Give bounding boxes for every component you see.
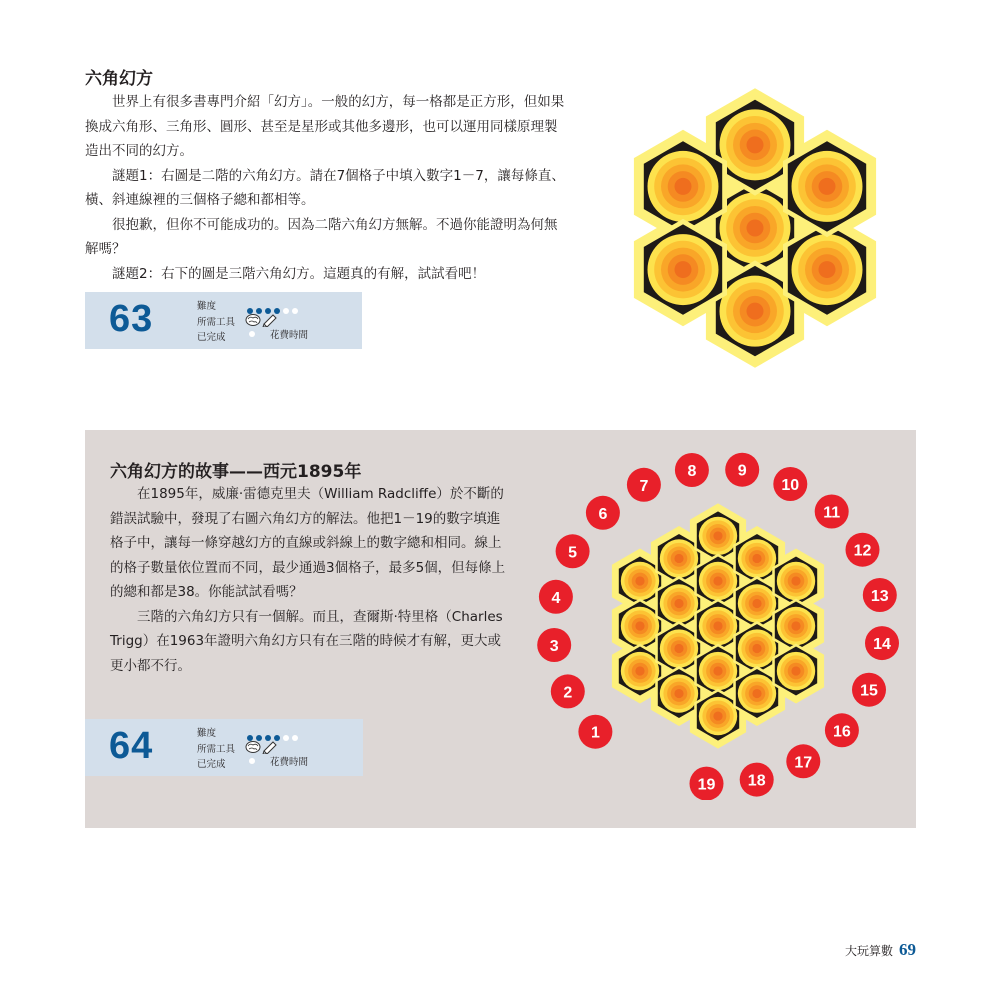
hex-cell	[641, 222, 724, 318]
number-circle-14	[865, 626, 899, 660]
brain-icon	[246, 315, 260, 326]
number-label: 11	[823, 504, 841, 522]
number-circle-3	[537, 628, 571, 662]
puzzle-63-text	[85, 90, 568, 286]
number-circle-19	[690, 767, 724, 800]
completed-checkbox[interactable]	[249, 331, 255, 337]
number-label: 17	[794, 754, 813, 772]
number-label: 18	[747, 772, 766, 790]
number-label: 10	[781, 477, 800, 494]
puzzle-64-info-box	[85, 719, 363, 776]
number-label: 9	[737, 462, 747, 480]
number-label: 19	[697, 776, 716, 794]
difficulty-label: 難度	[197, 301, 217, 312]
page-footer	[845, 940, 916, 960]
number-label: 3	[549, 638, 559, 655]
paragraph: 在1895年，威廉‧雷德克里夫（William Radcliffe）於不斷的錯誤試驗中，發現了右圖六角幻方的解法。他把1－19的數字填進格子中，讓每一條穿越幻方的直線或斜線上的數字總和相同。線上的格子數量依位置而不同，最少通過3個格子，最多5個，但每條上的總和都是38。你能試試看嗎？	[110, 486, 506, 600]
pencil-icon	[263, 315, 276, 327]
number-label: 2	[563, 684, 573, 702]
pencil-icon	[263, 742, 276, 754]
time-label: 花費時間	[270, 330, 309, 341]
book-title: 大玩算數	[844, 944, 893, 958]
difficulty-dot	[283, 735, 289, 741]
tools-label: 所需工具	[197, 317, 236, 328]
paragraph: 三階的六角幻方只有一個解。而且，查爾斯‧特里格（Charles Trigg）在1963年證明六角幻方只有在三階的時候才有解，更大或更小都不行。	[110, 608, 503, 674]
number-label: 16	[833, 723, 851, 741]
time-label: 花費時間	[270, 757, 309, 768]
page-number: 69	[899, 940, 916, 959]
puzzle-63-info-box	[85, 292, 362, 349]
number-circle-12	[846, 533, 880, 567]
number-circle-13	[863, 578, 897, 612]
order-2-hexagon-figure	[595, 72, 915, 384]
number-label: 6	[598, 505, 608, 523]
number-circle-5	[556, 534, 590, 568]
number-circle-1	[578, 715, 612, 749]
number-circle-8	[675, 453, 709, 487]
number-label: 13	[870, 588, 889, 605]
number-label: 1	[590, 724, 600, 742]
number-circle-2	[551, 674, 585, 708]
number-label: 15	[860, 682, 878, 700]
number-circle-17	[786, 744, 820, 778]
completed-checkbox[interactable]	[249, 758, 255, 764]
difficulty-dot	[283, 308, 289, 314]
completed-label: 已完成	[197, 759, 226, 770]
hex-cell	[774, 645, 819, 697]
difficulty-label: 難度	[197, 728, 217, 739]
order-3-hexagon-figure	[530, 450, 910, 800]
completed-label: 已完成	[197, 332, 226, 343]
puzzle-64-text	[110, 482, 506, 678]
difficulty-dot	[292, 735, 298, 741]
number-circle-15	[852, 673, 886, 707]
number-circle-9	[725, 453, 759, 487]
puzzle-64-title: 六角幻方的故事——西元1895年	[110, 462, 362, 482]
number-label: 5	[568, 544, 578, 562]
number-label: 4	[551, 589, 561, 607]
number-label: 12	[853, 542, 872, 560]
number-circle-16	[825, 713, 859, 747]
number-circle-18	[740, 763, 774, 797]
number-circle-7	[627, 468, 661, 502]
paragraph: 謎題2：右下的圖是三階六角幻方。這題真的有解，試試看吧！	[112, 265, 486, 282]
number-circle-6	[586, 496, 620, 530]
number-circle-4	[539, 580, 573, 614]
paragraph: 很抱歉，但你不可能成功的。因為二階六角幻方無解。不過你能證明為何無解嗎？	[85, 216, 558, 257]
number-label: 8	[687, 463, 697, 480]
number-label: 14	[873, 636, 891, 654]
puzzle-number: 64	[109, 725, 154, 767]
brain-icon	[246, 742, 260, 753]
difficulty-dot	[292, 308, 298, 314]
tools-label: 所需工具	[197, 744, 236, 755]
paragraph: 謎題1：右圖是二階的六角幻方。請在7個格子中填入數字1－7，讓每條直、橫、斜連線裡的三個格子總和都相等。	[85, 167, 565, 208]
hex-cell	[785, 138, 868, 234]
paragraph: 世界上有很多書專門介紹「幻方」。一般的幻方，每一格都是正方形，但如果換成六角形、三角形、圓形、甚至是星形或其他多邊形，也可以運用同樣原理製造出不同的幻方。	[85, 94, 565, 159]
number-circle-10	[773, 467, 807, 501]
puzzle-63-title: 六角幻方	[85, 69, 153, 89]
number-circle-11	[815, 495, 849, 529]
number-label: 7	[639, 477, 649, 495]
puzzle-number: 63	[109, 298, 154, 340]
